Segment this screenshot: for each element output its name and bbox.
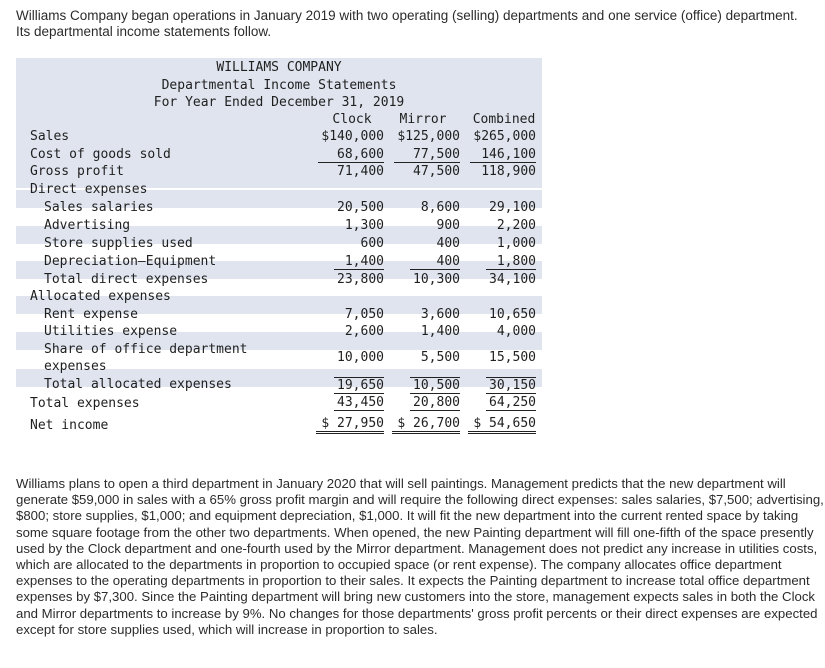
scenario-paragraph: Williams plans to open a third department in January 2020 that will sell paintings. Management predicts that the new department will generate $59,000 in sales with a 65% gross profit margin and will require the following direct expenses: sales salaries, $7,500; advertising, $800; store supplies, $1,000; and equipment depreciation, $1,000. It will fit the new department into the current rented space by taking some square footage from the other two departments. When opened, the new Painting department will fill one-fifth of the space presently used by the Clock department and one-fourth used by the Mirror department. Management does not predict any increase in utilities costs, which are allocated to the departments in proportion to occupied space (or rent expense). The company allocates office department expenses to the operating departments in proportion to their sales. It expects the Painting department to increase total office department expenses by $7,300. Since the Painting department will bring new customers into the store, management expects sales in both the Clock and Mirror departments to increase by 9%. No changes for those departments' gross profit percents or their direct expenses are expected except for store supplies used, which will increase in proportion to sales. (16, 476, 824, 637)
row-label-total-expenses: Total expenses (30, 396, 140, 411)
row-label-office-share-line2: expenses (44, 359, 107, 374)
row-label-rent: Rent expense (44, 307, 138, 322)
row-label-store-supplies: Store supplies used (44, 236, 193, 251)
intro-paragraph: Williams Company began operations in January 2019 with two operating (selling) departments and one service (office) department. Its departmental income statements follow. (16, 8, 798, 39)
total-expenses-clock: 43,450 (334, 395, 384, 411)
total-allocated-clock: 19,650 (334, 377, 384, 394)
col-header-combined: Combined (472, 112, 536, 127)
net-income-clock: $ 27,950 (316, 416, 384, 434)
total-direct-mirror: 10,300 (413, 272, 460, 287)
gross-combined: 118,900 (481, 164, 536, 179)
depreciation-clock: 1,400 (334, 254, 384, 270)
supplies-mirror: 400 (436, 236, 460, 251)
col-header-clock: Clock (332, 112, 372, 127)
col-header-mirror: Mirror (399, 112, 447, 127)
total-allocated-combined: 30,150 (486, 377, 536, 394)
total-expenses-mirror: 20,800 (410, 395, 460, 411)
utilities-combined: 4,000 (496, 324, 536, 339)
row-label-sales-salaries: Sales salaries (44, 200, 154, 215)
utilities-clock: 2,600 (344, 324, 384, 339)
row-label-allocated-expenses: Allocated expenses (30, 289, 171, 304)
depreciation-combined: 1,800 (486, 254, 536, 270)
row-label-office-share-line1: Share of office department (44, 342, 248, 357)
gross-mirror: 47,500 (413, 164, 460, 179)
supplies-clock: 600 (360, 236, 384, 251)
advertising-mirror: 900 (436, 218, 460, 233)
row-label-total-allocated: Total allocated expenses (44, 377, 232, 392)
salaries-clock: 20,500 (337, 200, 384, 215)
rent-combined: 10,650 (489, 307, 536, 322)
row-label-cogs: Cost of goods sold (30, 147, 171, 162)
statement-name: Departmental Income Statements (161, 78, 397, 93)
row-label-total-direct: Total direct expenses (44, 272, 209, 287)
net-income-combined: $ 54,650 (468, 416, 536, 434)
total-allocated-mirror: 10,500 (410, 377, 460, 394)
rent-mirror: 3,600 (420, 307, 460, 322)
office-share-mirror: 5,500 (420, 350, 460, 365)
sales-combined: $265,000 (473, 129, 536, 144)
office-share-combined: 15,500 (489, 350, 536, 365)
row-label-sales: Sales (30, 129, 70, 144)
total-direct-clock: 23,800 (337, 272, 384, 287)
salaries-mirror: 8,600 (420, 200, 460, 215)
income-statement-table (16, 58, 542, 438)
row-label-gross-profit: Gross profit (30, 164, 124, 179)
row-label-utilities: Utilities expense (44, 324, 178, 339)
total-expenses-combined: 64,250 (486, 395, 536, 411)
gross-clock: 71,400 (337, 164, 384, 179)
net-income-mirror: $ 26,700 (392, 416, 460, 434)
row-label-direct-expenses: Direct expenses (30, 182, 148, 197)
total-direct-combined: 34,100 (489, 272, 536, 287)
depreciation-mirror: 400 (410, 254, 460, 270)
statement-period: For Year Ended December 31, 2019 (153, 95, 405, 110)
advertising-combined: 2,200 (496, 218, 536, 233)
row-label-advertising: Advertising (44, 218, 131, 233)
cogs-clock: 68,600 (318, 147, 384, 163)
office-share-clock: 10,000 (337, 350, 384, 365)
salaries-combined: 29,100 (489, 200, 536, 215)
row-label-net-income: Net income (30, 418, 109, 433)
rent-clock: 7,050 (344, 307, 384, 322)
company-name: WILLIAMS COMPANY (216, 60, 342, 75)
advertising-clock: 1,300 (344, 218, 384, 233)
sales-clock: $140,000 (321, 129, 384, 144)
cogs-mirror: 77,500 (394, 147, 460, 163)
utilities-mirror: 1,400 (420, 324, 460, 339)
supplies-combined: 1,000 (496, 236, 536, 251)
row-label-depreciation: Depreciation—Equipment (44, 254, 217, 269)
cogs-combined: 146,100 (470, 147, 536, 163)
sales-mirror: $125,000 (397, 129, 460, 144)
